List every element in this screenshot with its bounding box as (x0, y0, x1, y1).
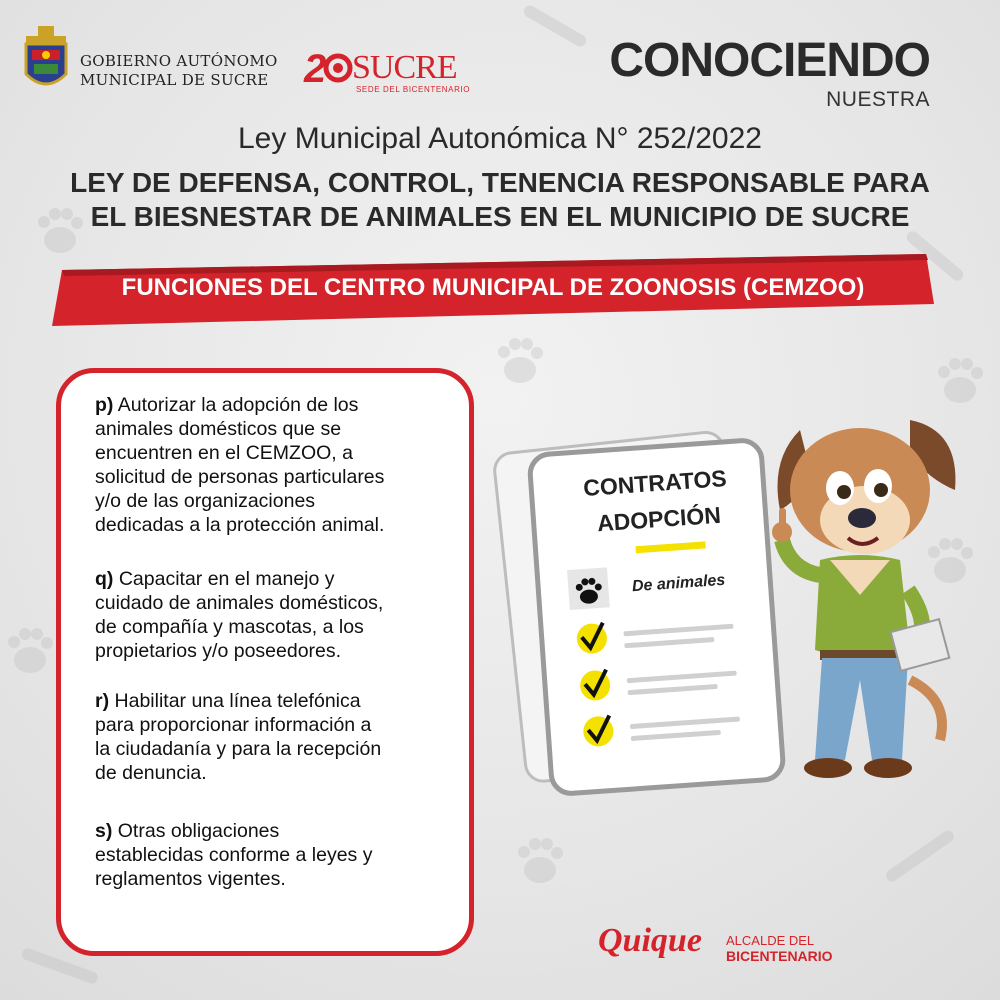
item-line: Capacitar en el manejo y (118, 568, 335, 590)
item-line: reglamentos vigentes. (95, 868, 286, 890)
nuestra-subheading: NUESTRA (826, 88, 930, 111)
law-title-line-1: LEY DE DEFENSA, CONTROL, TENENCIA RESPONSABLE PARA (70, 167, 930, 198)
item-line: propietarios y/o poseedores. (95, 640, 342, 662)
item-line: Autorizar la adopción de los (117, 394, 359, 416)
bone-icon (522, 3, 589, 48)
law-title-line-2: EL BIESNESTAR DE ANIMALES EN EL MUNICIPIO DE SUCRE (90, 201, 910, 232)
gov-line-2: MUNICIPAL DE SUCRE (80, 71, 269, 89)
law-number: Ley Municipal Autonómica N° 252/2022 (238, 122, 762, 155)
item-line: establecidas conforme a leyes y (95, 844, 373, 866)
item-line: y/o de las organizaciones (95, 490, 316, 512)
sucre-word: SUCRE (352, 49, 457, 86)
item-line: la ciudadanía y para la recepción (95, 738, 382, 760)
item-line: solicitud de personas particulares (95, 466, 385, 488)
paw-print-icon (518, 838, 563, 883)
item-line: para proporcionar información a (95, 714, 372, 736)
conociendo-heading: CONOCIENDO (609, 34, 930, 87)
municipality-name (80, 52, 278, 90)
item-line: cuidado de animales domésticos, (95, 592, 384, 614)
item-line: Habilitar una línea telefónica (114, 690, 361, 712)
function-item-p (95, 393, 465, 537)
alcalde-line-1: ALCALDE DEL (726, 933, 815, 948)
document-title-1: CONTRATOS (582, 465, 728, 501)
function-item-q (95, 567, 465, 663)
paw-print-icon (8, 628, 53, 673)
item-line: de denuncia. (95, 762, 207, 784)
document-title-2: ADOPCIÓN (596, 501, 722, 537)
bone-icon (884, 828, 956, 884)
document-subtitle: De animales (631, 571, 726, 596)
item-line: dedicadas a la protección animal. (95, 514, 385, 536)
functions-card (56, 368, 474, 956)
item-line: Otras obligaciones (117, 820, 280, 842)
item-letter: s) (95, 820, 113, 842)
dog-mascot-icon (760, 400, 970, 800)
quique-brand: Quique (598, 922, 702, 959)
sucre-subtitle: SEDE DEL BICENTENARIO (356, 85, 471, 94)
municipal-coat-of-arms-icon (22, 26, 70, 94)
item-line: animales domésticos que se (95, 418, 342, 440)
gov-line-1: GOBIERNO AUTÓNOMO (80, 52, 278, 70)
paw-print-icon (498, 338, 543, 383)
function-item-s (95, 819, 465, 891)
item-letter: r) (95, 690, 110, 712)
item-letter: q) (95, 568, 114, 590)
law-title (0, 166, 1000, 234)
item-letter: p) (95, 394, 114, 416)
alcalde-line-2: BICENTENARIO (726, 948, 833, 964)
item-line: de compañía y mascotas, a los (95, 616, 364, 638)
item-line: encuentren en el CEMZOO, a (95, 442, 353, 464)
svg-text:2: 2 (304, 47, 327, 91)
banner-text: FUNCIONES DEL CENTRO MUNICIPAL DE ZOONOSIS (CEMZOO) (121, 274, 865, 301)
function-item-r (95, 689, 465, 785)
paw-print-icon (938, 358, 983, 403)
